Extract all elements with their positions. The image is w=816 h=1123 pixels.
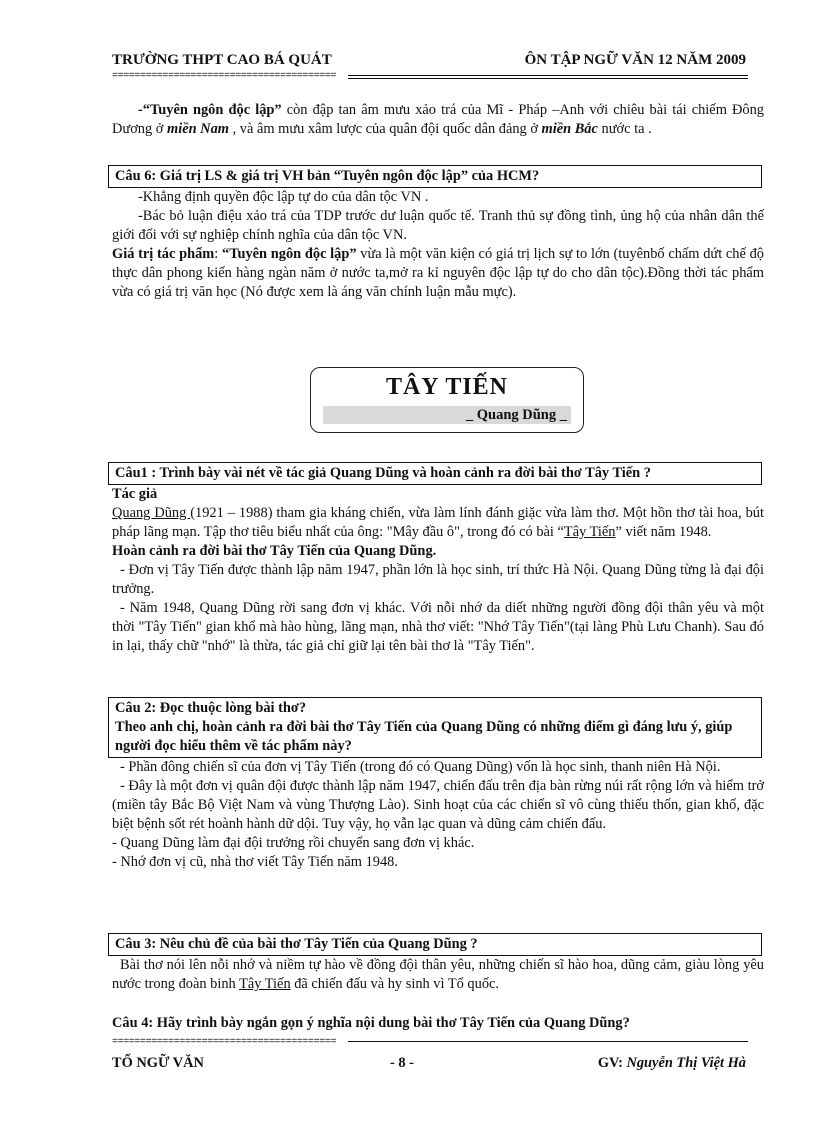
document-page — [112, 0, 764, 1123]
q6-paragraph-1: -Khẳng định quyền độc lập tự do của dân tộc VN . — [138, 189, 429, 205]
question-3-section — [112, 933, 764, 994]
school-name: TRƯỜNG THPT CAO BÁ QUÁT — [112, 52, 332, 68]
question-3-title: Câu 3: Nêu chủ đề của bài thơ Tây Tiến của Quang Dũng ? — [108, 933, 762, 956]
question-4-section — [112, 1013, 764, 1034]
page-number: - 8 - — [390, 1055, 414, 1071]
q6-paragraph-3: Giá trị tác phẩm: “Tuyên ngôn độc lập” vừa là một văn kiện có giá trị lịch sự to lớn (tuyênbố chấm dứt chế độ thực dân phong kiến hàng ngàn năm ở nước ta,mở ra kỉ nguyên độc lập tự do cho dân tộc).Đồng thời tác phẩm vừa có giá trị văn học (Nó được xem là áng văn chính luận mẫu mực). — [112, 246, 764, 300]
header-rule: ======================================== — [112, 72, 748, 82]
q1-author-name: Quang Dũng — [112, 505, 191, 521]
intro-text-c: nước ta . — [597, 121, 652, 137]
q3-poem-ref: Tây Tiến — [239, 976, 291, 992]
intro-text-a: còn đập tan âm mưu xảo trá của Mĩ - Pháp –Anh với chiêu bài tái chiếm Đông Dương ở — [112, 102, 764, 137]
q1-heading-author: Tác giả — [112, 486, 158, 502]
intro-section — [112, 101, 764, 139]
question-2-section — [112, 697, 764, 872]
intro-paragraph — [112, 101, 764, 139]
question-1-section — [112, 462, 764, 656]
q1-text-end: ” viết năm 1948. — [615, 524, 712, 540]
q1-heading-context: Hoàn cảnh ra đời bài thơ Tây Tiến của Quang Dũng. — [112, 543, 437, 559]
department-name: TỔ NGỮ VĂN — [112, 1055, 204, 1071]
q2-paragraph-4: - Nhớ đơn vị cũ, nhà thơ viết Tây Tiến năm 1948. — [112, 854, 398, 870]
q2-title-line-2: Theo anh chị, hoàn cảnh ra đời bài thơ Tây Tiến của Quang Dũng có những điểm gì đáng lưu ý, giúp người đọc hiểu thêm về tác phẩm này? — [115, 719, 733, 754]
question-6-title: Câu 6: Giá trị LS & giá trị VH bản “Tuyên ngôn độc lập” của HCM? — [108, 165, 762, 188]
q2-paragraph-3: - Quang Dũng làm đại đội trưởng rồi chuyển sang đơn vị khác. — [112, 835, 475, 851]
question-1-title: Câu1 : Trình bày vài nét về tác giả Quang Dũng và hoàn cảnh ra đời bài thơ Tây Tiến ? — [108, 462, 762, 485]
question-6-section — [112, 165, 764, 302]
question-2-title — [108, 697, 762, 758]
intro-emph-north: miền Bắc — [541, 121, 598, 137]
q6-work-title: “Tuyên ngôn độc lập” — [222, 246, 357, 262]
q1-paragraph-3: - Năm 1948, Quang Dũng rời sang đơn vị khác. Với nỗi nhớ da diết những người đồng đội thân yêu và một thời "Tây Tiến" gian khổ mà hào hùng, lãng mạn, nhà thơ viết: "Nhớ Tây Tiến"(tại làng Phù Lưu Chanh). Sau đó in lại, thấy chữ "nhớ" là thừa, tác giả chỉ giữ lại tên bài thơ là "Tây Tiến". — [112, 600, 764, 654]
q3-paragraph-1 — [112, 956, 764, 994]
q2-paragraph-1: - Phần đông chiến sĩ của đơn vị Tây Tiến (trong đó có Quang Dũng) vốn là học sinh, thanh niên Hà Nội. — [120, 759, 721, 775]
intro-text-b: , và âm mưu xâm lược của quân đội quốc dân đảng ở — [228, 121, 542, 137]
q6-paragraph-2: -Bác bỏ luận điệu xảo trá của TDP trước dư luận quốc tế. Tranh thủ sự đồng tình, ủng hộ của nhân dân thế giới đối với sự nghiệp chính nghĩa của dân tộc VN. — [112, 208, 764, 243]
teacher-credit — [598, 1055, 746, 1072]
page-footer — [112, 1055, 764, 1075]
intro-emph-south: miền Nam — [167, 121, 229, 137]
poem-title-box — [310, 367, 584, 433]
q1-paragraph-2: - Đơn vị Tây Tiến được thành lập năm 1947, phần lớn là học sinh, trí thức Hà Nội. Quang Dũng từng là đại đội trưởng. — [112, 562, 764, 597]
question-4-title: Câu 4: Hãy trình bày ngắn gọn ý nghĩa nội dung bài thơ Tây Tiến của Quang Dũng? — [112, 1015, 630, 1031]
q1-text: (1921 – 1988) tham gia kháng chiến, vừa làm lính đánh giặc vừa làm thơ. Một hồn thơ tài hoa, bút pháp lãng mạn. Tập thơ tiêu biểu nhất của ông: "Mây đầu ô", trong đó có bài “ — [112, 505, 764, 540]
q2-paragraph-2: - Đây là một đơn vị quân đội được thành lập năm 1947, chiến đấu trên địa bàn rừng núi rất rộng lớn và hiểm trở (miền tây Bắc Bộ Việt Nam và vùng Thượng Lào). Sinh hoạt của các chiến sĩ vô cùng thiếu thốn, gian khổ, đặc biệt bệnh sốt rét hoành hành dữ dội. Tuy vậy, họ vẫn lạc quan và dũng cảm chiến đấu. — [112, 778, 764, 832]
q2-title-line-1: Câu 2: Đọc thuộc lòng bài thơ? — [115, 700, 307, 716]
teacher-label: GV: — [597, 1055, 627, 1071]
q1-poem-ref: Tây Tiến — [563, 524, 616, 540]
course-title: ÔN TẬP NGỮ VĂN 12 NĂM 2009 — [524, 52, 746, 68]
q1-paragraph-1 — [112, 504, 764, 542]
page-header — [112, 52, 764, 72]
q6-text: vừa là một văn kiện có giá trị lịch sự to lớn (tuyênbố chấm dứt chế độ thực dân phong kiến hàng ngàn năm ở nước ta,mở ra kỉ nguyên độc lập tự do cho dân tộc).Đồng thời tác phẩm vừa có giá trị văn học (Nó được xem là áng văn chính luận mẫu mực). — [112, 246, 764, 300]
footer-rule: ======================================== — [112, 1038, 748, 1048]
intro-title-ref: -“Tuyên ngôn độc lập” — [138, 102, 282, 118]
q3-text-a: Bài thơ nói lên nỗi nhớ và niềm tự hào về đồng đội thân yêu, những chiến sĩ hào hoa, dũng cảm, giàu lòng yêu nước trong đoàn binh — [112, 957, 764, 992]
poem-author: _ Quang Dũng _ — [323, 406, 571, 424]
teacher-name: Nguyễn Thị Việt Hà — [626, 1055, 746, 1071]
q6-label: Giá trị tác phẩm — [112, 246, 215, 262]
q3-text-b: đã chiến đấu và hy sinh vì Tổ quốc. — [290, 976, 499, 992]
poem-title: TÂY TIẾN — [385, 374, 509, 400]
